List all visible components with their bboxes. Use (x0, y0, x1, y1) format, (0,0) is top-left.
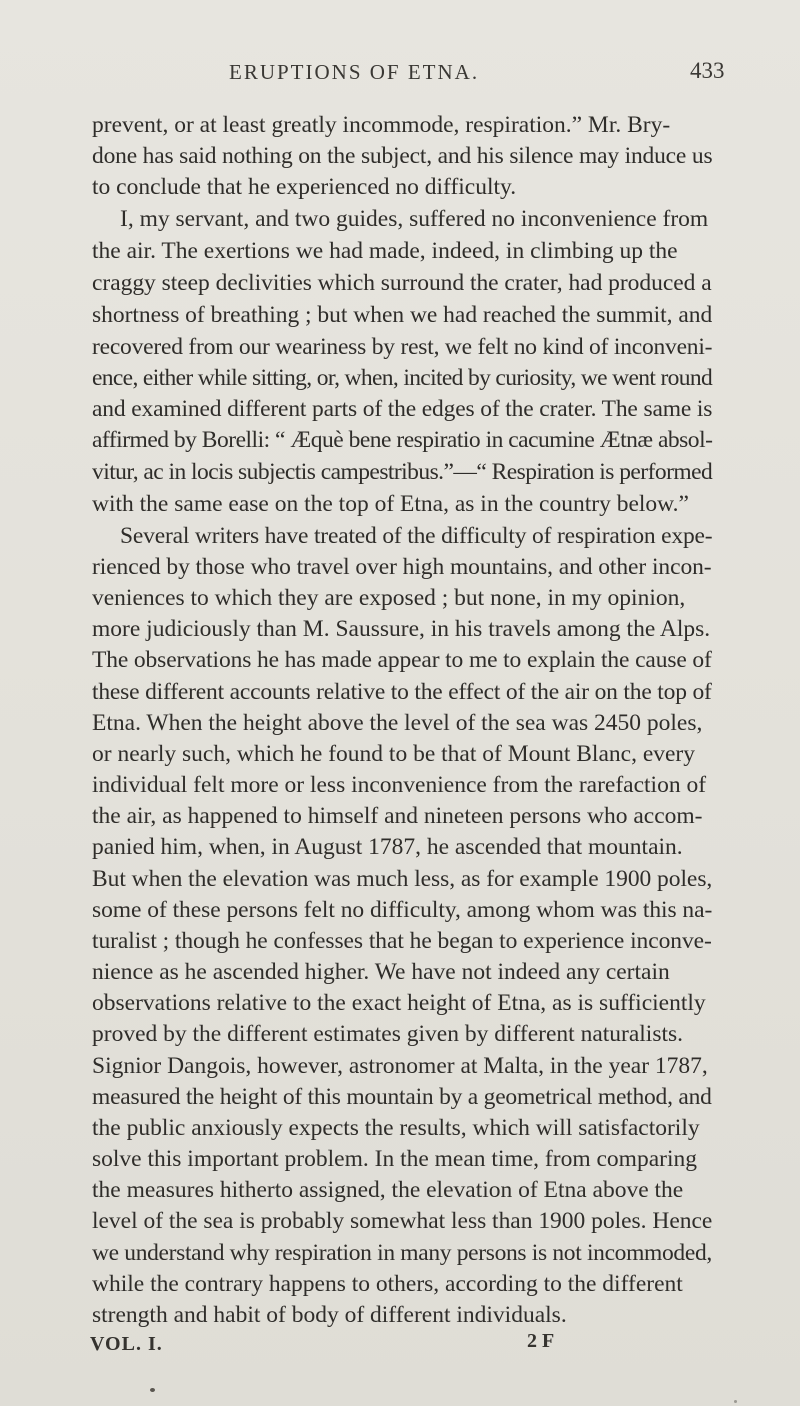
text-line: while the contrary happens to others, according to the different (92, 1271, 683, 1297)
text-line: rienced by those who travel over high mountains, and other incon- (92, 554, 712, 580)
gathering-signature: 2 F (527, 1330, 555, 1352)
text-line: nience as he ascended higher. We have not indeed any certain (92, 959, 670, 985)
text-line: shortness of breathing ; but when we had reached the summit, and (92, 302, 713, 328)
text-line: vitur, ac in locis subjectis campestribus.”—“ Respiration is performed (92, 459, 713, 485)
text-line: individual felt more or less inconvenience from the rarefaction of (92, 772, 707, 798)
text-line: But when the elevation was much less, as for example 1900 poles, (92, 866, 713, 892)
text-line: Etna. When the height above the level of the sea was 2450 poles, (92, 710, 703, 736)
text-line: solve this important problem. In the mean time, from comparing (92, 1146, 697, 1172)
ink-speck (734, 1400, 737, 1403)
text-line: level of the sea is probably somewhat less than 1900 poles. Hence (92, 1208, 713, 1234)
text-line: affirmed by Borelli: “ Æquè bene respiratio in cacumine Ætnæ absol- (92, 427, 713, 453)
text-line: the public anxiously expects the results, which will satisfactorily (92, 1115, 700, 1141)
text-line: Signior Dangois, however, astronomer at Malta, in the year 1787, (92, 1053, 708, 1079)
text-line: the air, as happened to himself and nineteen persons who accom- (92, 803, 703, 829)
text-line: with the same ease on the top of Etna, as in the country below.” (92, 491, 689, 517)
text-line: some of these persons felt no difficulty, among whom was this na- (92, 897, 713, 923)
text-line: or nearly such, which he found to be that of Mount Blanc, every (92, 741, 696, 767)
text-line: prevent, or at least greatly incommode, respiration.” Mr. Bry- (92, 112, 671, 138)
text-line: the air. The exertions we had made, indeed, in climbing up the (92, 238, 678, 264)
text-line: we understand why respiration in many persons is not incommoded, (92, 1240, 712, 1266)
text-line: The observations he has made appear to me to explain the cause of (92, 647, 712, 673)
volume-signature: VOL. I. (90, 1333, 163, 1355)
text-line: ence, either while sitting, or, when, incited by curiosity, we went round (92, 365, 713, 391)
ink-speck (150, 1388, 155, 1392)
text-line: turalist ; though he confesses that he began to experience inconve- (92, 928, 712, 954)
text-line: and examined different parts of the edges of the crater. The same is (92, 396, 713, 422)
text-line: more judiciously than M. Saussure, in his travels among the Alps. (92, 616, 711, 642)
text-line: done has said nothing on the subject, and his silence may induce us (92, 143, 713, 169)
text-line: proved by the different estimates given by different naturalists. (92, 1021, 684, 1047)
text-line: to conclude that he experienced no difficulty. (92, 174, 517, 200)
text-line: I, my servant, and two guides, suffered no inconvenience from (120, 206, 709, 232)
text-line: recovered from our weariness by rest, we felt no kind of inconveni- (92, 334, 713, 360)
text-line: observations relative to the exact height of Etna, as is sufficiently (92, 990, 706, 1016)
text-line: veniences to which they are exposed ; but none, in my opinion, (92, 585, 686, 611)
text-line: panied him, when, in August 1787, he ascended that mountain. (92, 834, 683, 860)
running-title: ERUPTIONS OF ETNA. (229, 60, 480, 84)
text-line: measured the height of this mountain by a geometrical method, and (92, 1084, 712, 1110)
text-line: the measures hitherto assigned, the elevation of Etna above the (92, 1177, 684, 1203)
text-line: craggy steep declivities which surround the crater, had produced a (92, 270, 712, 296)
page-number: 433 (690, 58, 725, 83)
text-line: these different accounts relative to the effect of the air on the top of (92, 679, 712, 705)
text-line: Several writers have treated of the difficulty of respiration expe- (120, 523, 713, 549)
text-line: strength and habit of body of different individuals. (92, 1302, 567, 1328)
